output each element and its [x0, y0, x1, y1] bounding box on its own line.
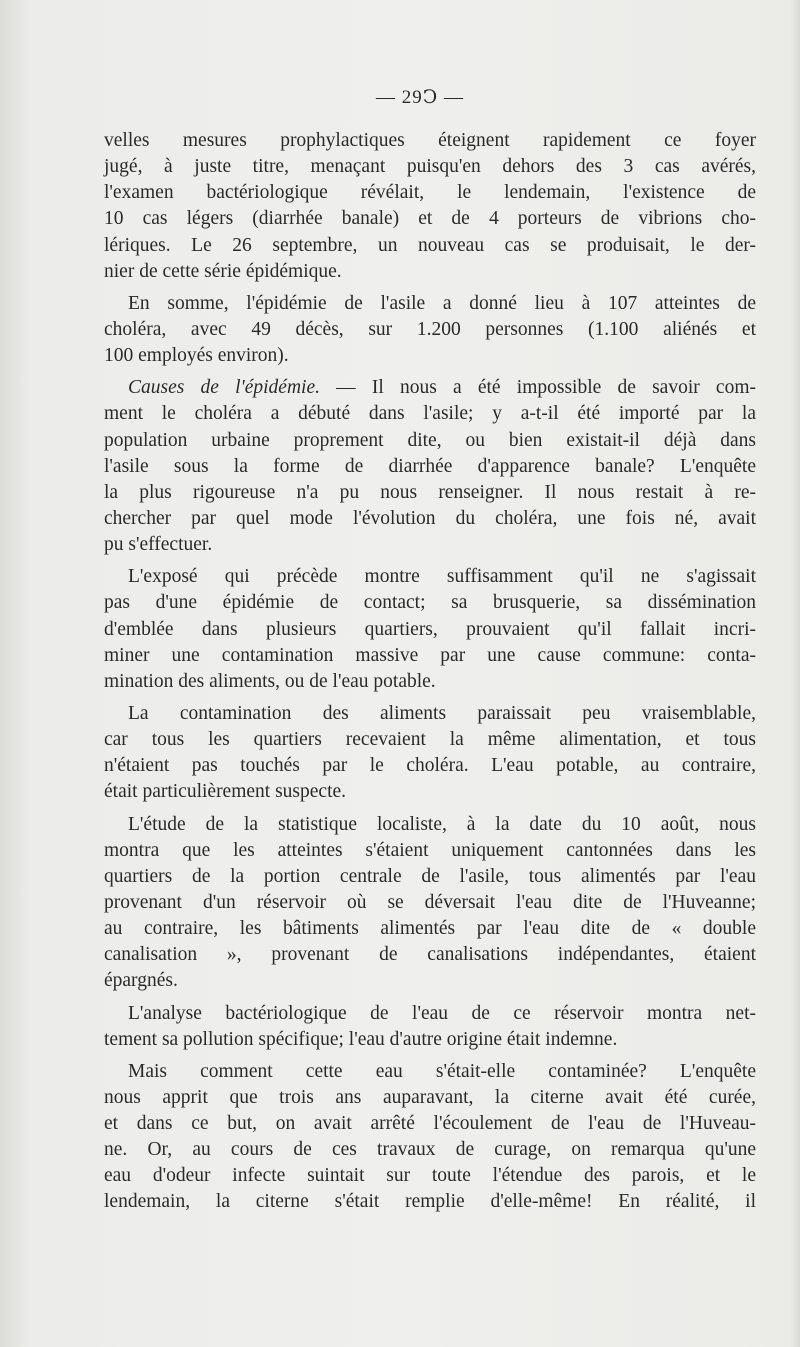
body-text	[104, 128, 756, 1216]
text-line: était particulièrement suspecte.	[104, 781, 347, 803]
text-line: choléra, avec 49 décès, sur 1.200 personnes (1.100 aliénés et	[104, 318, 756, 340]
text-line: montra que les atteintes s'étaient uniquement cantonnées dans les	[104, 839, 756, 861]
text-line: car tous les quartiers recevaient la même alimentation, et tous	[104, 729, 756, 751]
text-line: d'emblée dans plusieurs quartiers, prouvaient qu'il fallait incri-	[104, 618, 756, 640]
text-line: la plus rigoureuse n'a pu nous renseigner. Il nous restait à re-	[104, 481, 756, 503]
text-line: épargnés.	[104, 970, 178, 992]
text-line: l'examen bactériologique révélait, le lendemain, l'existence de	[104, 182, 756, 204]
text-line: ne. Or, au cours de ces travaux de curage, on remarqua qu'une	[104, 1139, 756, 1161]
text-line: chercher par quel mode l'évolution du choléra, une fois né, avait	[104, 507, 756, 529]
text-line: Mais comment cette eau s'était-elle contaminée? L'enquête	[128, 1060, 756, 1082]
text-line: n'étaient pas touchés par le choléra. L'eau potable, au contraire,	[104, 755, 756, 777]
text-line: velles mesures prophylactiques éteignent rapidement ce foyer	[104, 130, 756, 151]
text-line: pu s'effectuer.	[104, 534, 213, 556]
text-line: lériques. Le 26 septembre, un nouveau cas se produisait, le der-	[104, 234, 756, 256]
text-line: eau d'odeur infecte suintait sur toute l'étendue des parois, et le	[104, 1165, 756, 1187]
text-line: quartiers de la portion centrale de l'asile, tous alimentés par l'eau	[104, 865, 756, 887]
paragraph	[104, 564, 756, 695]
line-text: — Il nous a été impossible de savoir com-	[319, 377, 756, 399]
text-line: tement sa pollution spécifique; l'eau d'autre origine était indemne.	[104, 1028, 618, 1050]
paragraph	[104, 1001, 756, 1053]
text-line: jugé, à juste titre, menaçant puisqu'en dehors des 3 cas avérés,	[104, 156, 756, 178]
paragraph	[104, 375, 756, 558]
text-line: ment le choléra a débuté dans l'asile; y a-t-il été importé par la	[104, 403, 756, 425]
text-line: population urbaine proprement dite, ou bien existait-il déjà dans	[104, 429, 756, 451]
paragraph	[104, 1059, 756, 1216]
paragraph	[104, 128, 756, 285]
paragraph	[104, 812, 756, 995]
page-number: — 29Ↄ —	[375, 87, 465, 108]
text-line: La contamination des aliments paraissait peu vraisemblable,	[128, 702, 756, 724]
paragraph	[104, 291, 756, 369]
text-line: canalisation », provenant de canalisations indépendantes, étaient	[104, 944, 756, 966]
text-line: au contraire, les bâtiments alimentés par l'eau dite de « double	[104, 918, 756, 940]
text-line: nous apprit que trois ans auparavant, la citerne avait été curée,	[104, 1086, 756, 1108]
text-line: L'étude de la statistique localiste, à la date du 10 août, nous	[128, 813, 756, 835]
text-line: En somme, l'épidémie de l'asile a donné lieu à 107 atteintes de	[128, 292, 756, 314]
text-line: l'asile sous la forme de diarrhée d'apparence banale? L'enquête	[104, 455, 756, 477]
text-line: lendemain, la citerne s'était remplie d'elle-même! En réalité, il	[104, 1191, 756, 1213]
text-line: L'exposé qui précède montre suffisamment qu'il ne s'agissait	[128, 566, 756, 588]
section-heading-italic: Causes de l'épidémie.	[128, 377, 320, 399]
text-line: 10 cas légers (diarrhée banale) et de 4 porteurs de vibrions cho-	[104, 208, 756, 230]
text-line	[104, 375, 756, 401]
text-line: et dans ce but, on avait arrêté l'écoulement de l'eau de l'Huveau-	[104, 1113, 756, 1135]
text-line: nier de cette série épidémique.	[104, 260, 342, 282]
text-line: 100 employés environ).	[104, 345, 289, 367]
text-line: provenant d'un réservoir où se déversait l'eau dite de l'Huveanne;	[104, 891, 756, 913]
paragraph	[104, 701, 756, 806]
text-line: pas d'une épidémie de contact; sa brusquerie, sa dissémination	[104, 592, 756, 614]
text-line: L'analyse bactériologique de l'eau de ce réservoir montra net-	[128, 1002, 756, 1024]
text-line: mination des aliments, ou de l'eau potable.	[104, 670, 436, 692]
text-line: miner une contamination massive par une cause commune: conta-	[104, 644, 756, 666]
